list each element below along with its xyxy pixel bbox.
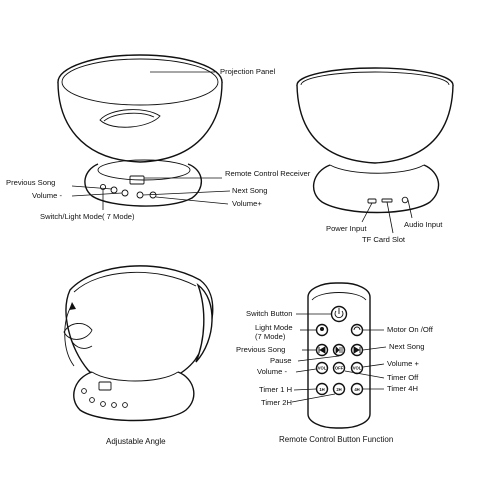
label-timer-2h: Timer 2H	[261, 398, 292, 407]
label-timer-1h: Timer 1 H	[259, 385, 293, 394]
label-remote-receiver: Remote Control Receiver	[225, 169, 311, 178]
label-volume-plus: Volume+	[232, 199, 262, 208]
timer-2h-text: 2H	[336, 387, 342, 392]
timer-4h-text: 4H	[354, 387, 360, 392]
label-remote-next-song: Next Song	[389, 342, 425, 351]
label-projection-panel: Projection Panel	[220, 67, 276, 76]
label-light-mode-line2: (7 Mode)	[255, 332, 286, 341]
label-audio-input: Audio Input	[404, 220, 443, 229]
remote-motor-button[interactable]	[352, 325, 363, 336]
projector-rear-view	[297, 68, 453, 213]
label-tf-card-slot: TF Card Slot	[362, 235, 406, 244]
projector-front-view	[58, 55, 222, 206]
label-pause: Pause	[270, 356, 292, 365]
label-adjustable-angle: Adjustable Angle	[106, 437, 166, 446]
label-volume-minus: Volume -	[32, 191, 62, 200]
remote-control	[308, 283, 370, 428]
label-switch-light-mode: Switch/Light Mode( 7 Mode)	[40, 212, 135, 221]
label-remote-volume-plus: Volume +	[387, 359, 419, 368]
label-remote-volume-minus: Volume -	[257, 367, 287, 376]
vol-plus-text: VOL	[352, 365, 362, 371]
label-power-input: Power Input	[326, 224, 367, 233]
label-motor-on-off: Motor On /Off	[387, 325, 433, 334]
label-remote-previous-song: Previous Song	[236, 345, 286, 354]
timer-1h-text: 1H	[319, 387, 325, 392]
label-timer-off: Timer Off	[387, 373, 419, 382]
label-switch-button: Switch Button	[246, 309, 293, 318]
timer-off-text: OFF	[334, 365, 344, 371]
projector-tilted-view	[64, 266, 213, 421]
label-next-song: Next Song	[232, 186, 268, 195]
vol-minus-text: VOL	[317, 365, 327, 371]
label-previous-song: Previous Song	[6, 178, 56, 187]
label-light-mode-line1: Light Mode	[255, 323, 293, 332]
remote-caption: Remote Control Button Function	[279, 435, 394, 444]
light-mode-icon	[320, 327, 324, 331]
label-timer-4h: Timer 4H	[387, 384, 418, 393]
